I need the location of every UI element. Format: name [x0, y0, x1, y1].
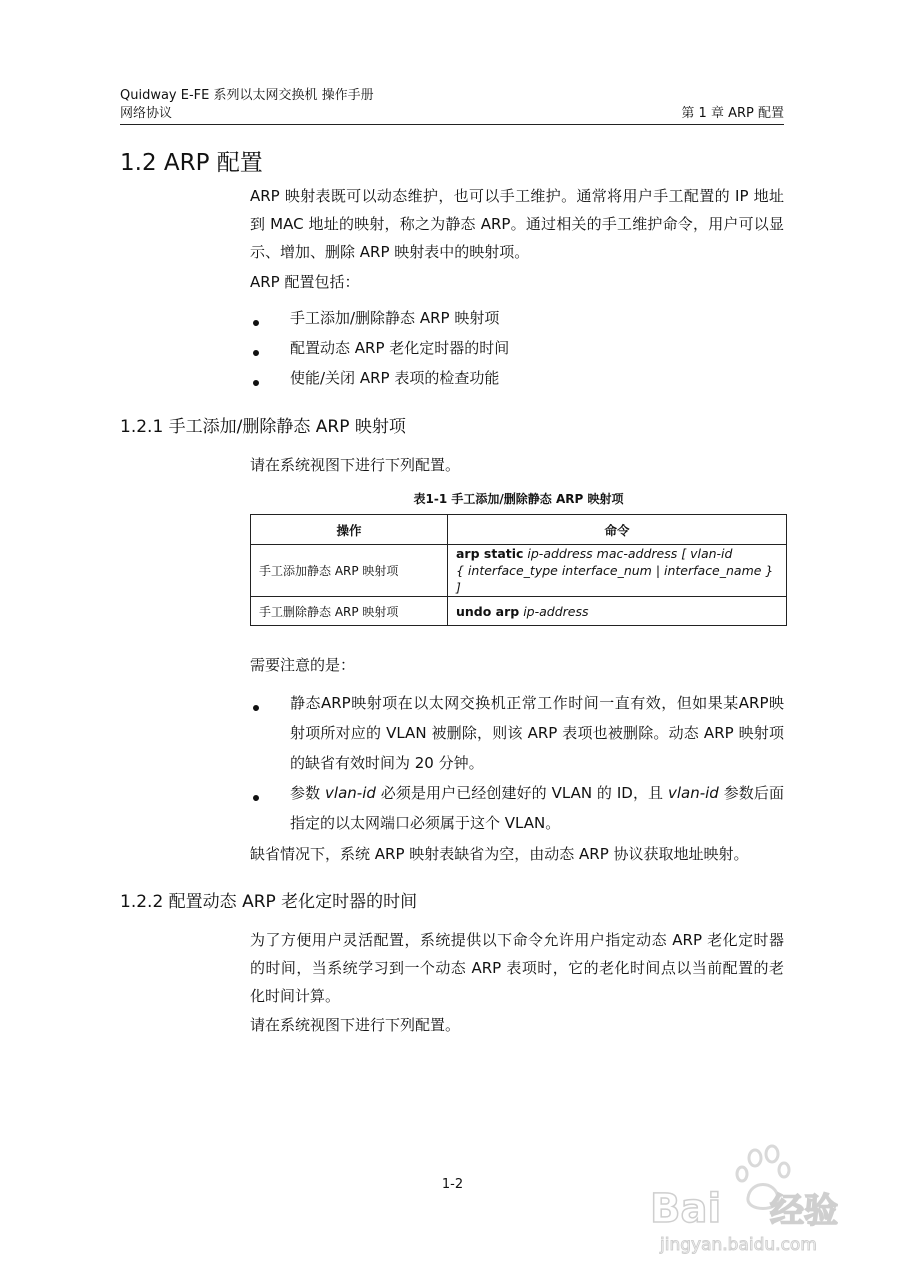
- note-param: vlan-id: [325, 784, 376, 802]
- table-cell-operation: 手工添加静态 ARP 映射项: [251, 545, 448, 597]
- table-cell-command: [448, 545, 787, 597]
- page-number: 1-2: [441, 1177, 464, 1192]
- header-manual-title: Quidway E-FE 系列以太网交换机 操作手册: [120, 88, 374, 103]
- bullet-item-2: 配置动态 ARP 老化定时器的时间: [290, 339, 510, 357]
- subsection-1-lead: 请在系统视图下进行下列配置。: [250, 456, 461, 474]
- bullet-dot: [253, 350, 259, 356]
- subsection-2-lead: 请在系统视图下进行下列配置。: [250, 1016, 461, 1034]
- command-table: [250, 514, 787, 626]
- table-cell-command: [448, 597, 787, 626]
- table-cell-operation: 手工删除静态 ARP 映射项: [251, 597, 448, 626]
- note-param: vlan-id: [667, 784, 719, 802]
- command-keyword: arp static: [456, 546, 524, 561]
- table-row: [251, 545, 787, 597]
- bullet-dot: [253, 320, 259, 326]
- baidu-jingyan-watermark-logo: [650, 1140, 860, 1260]
- note-item-2: [290, 778, 784, 838]
- command-args: ip-address: [519, 603, 589, 619]
- table-row: [251, 597, 787, 626]
- svg-text:经验: 经验: [770, 1191, 838, 1231]
- table-header-row: [251, 515, 787, 545]
- notes-title: 需要注意的是：: [250, 656, 356, 674]
- svg-text:Bai: Bai: [650, 1186, 722, 1232]
- subsection-2-title: 1.2.2 配置动态 ARP 老化定时器的时间: [120, 892, 418, 912]
- bullet-item-1: 手工添加/删除静态 ARP 映射项: [290, 309, 500, 327]
- header-section-name: 网络协议: [120, 106, 173, 121]
- header-chapter: 第 1 章 ARP 配置: [681, 106, 784, 121]
- bullet-dot: [253, 380, 259, 386]
- section-includes: ARP 配置包括：: [250, 273, 360, 291]
- header-rule: [120, 124, 784, 125]
- note-item-1: 静态ARP映射项在以太网交换机正常工作时间一直有效，但如果某ARP映射项所对应的 VLAN 被删除，则该 ARP 表项也被删除。动态 ARP 映射项的缺省有效时间为 20 分钟。: [290, 694, 784, 772]
- default-note: 缺省情况下，系统 ARP 映射表缺省为空，由动态 ARP 协议获取地址映射。: [250, 845, 749, 863]
- table-caption: 表1-1 手工添加/删除静态 ARP 映射项: [413, 492, 624, 506]
- note-text: 参数后面指定的以太网端口必须属于这个 VLAN。: [290, 784, 784, 832]
- table-header-operation: 操作: [251, 515, 448, 545]
- bullet-item-3: 使能/关闭 ARP 表项的检查功能: [290, 369, 500, 387]
- note-text: 参数: [290, 784, 326, 802]
- subsection-1-title: 1.2.1 手工添加/删除静态 ARP 映射项: [120, 417, 406, 437]
- table-header-command: 命令: [448, 515, 787, 545]
- command-args: ip-address mac-address [ vlan-id: [523, 546, 733, 561]
- section-intro: ARP 映射表既可以动态维护，也可以手工维护。通常将用户手工配置的 IP 地址到 MAC 地址的映射，称之为静态 ARP。通过相关的手工维护命令，用户可以显示、增加、删除 ARP 映射表中的映射项。: [250, 187, 784, 261]
- section-title: 1.2 ARP 配置: [120, 150, 263, 176]
- command-keyword: undo arp: [456, 603, 520, 619]
- svg-text:jingyan.baidu.com: jingyan.baidu.com: [660, 1235, 817, 1255]
- command-args-continued: { interface_type interface_num | interface_name } ]: [456, 563, 774, 595]
- subsection-2-para: 为了方便用户灵活配置，系统提供以下命令允许用户指定动态 ARP 老化定时器的时间，当系统学习到一个动态 ARP 表项时，它的老化时间点以当前配置的老化时间计算。: [250, 931, 784, 1005]
- bullet-dot: [253, 705, 259, 711]
- bullet-dot: [253, 795, 259, 801]
- note-text: 必须是用户已经创建好的 VLAN 的 ID，且: [375, 784, 668, 802]
